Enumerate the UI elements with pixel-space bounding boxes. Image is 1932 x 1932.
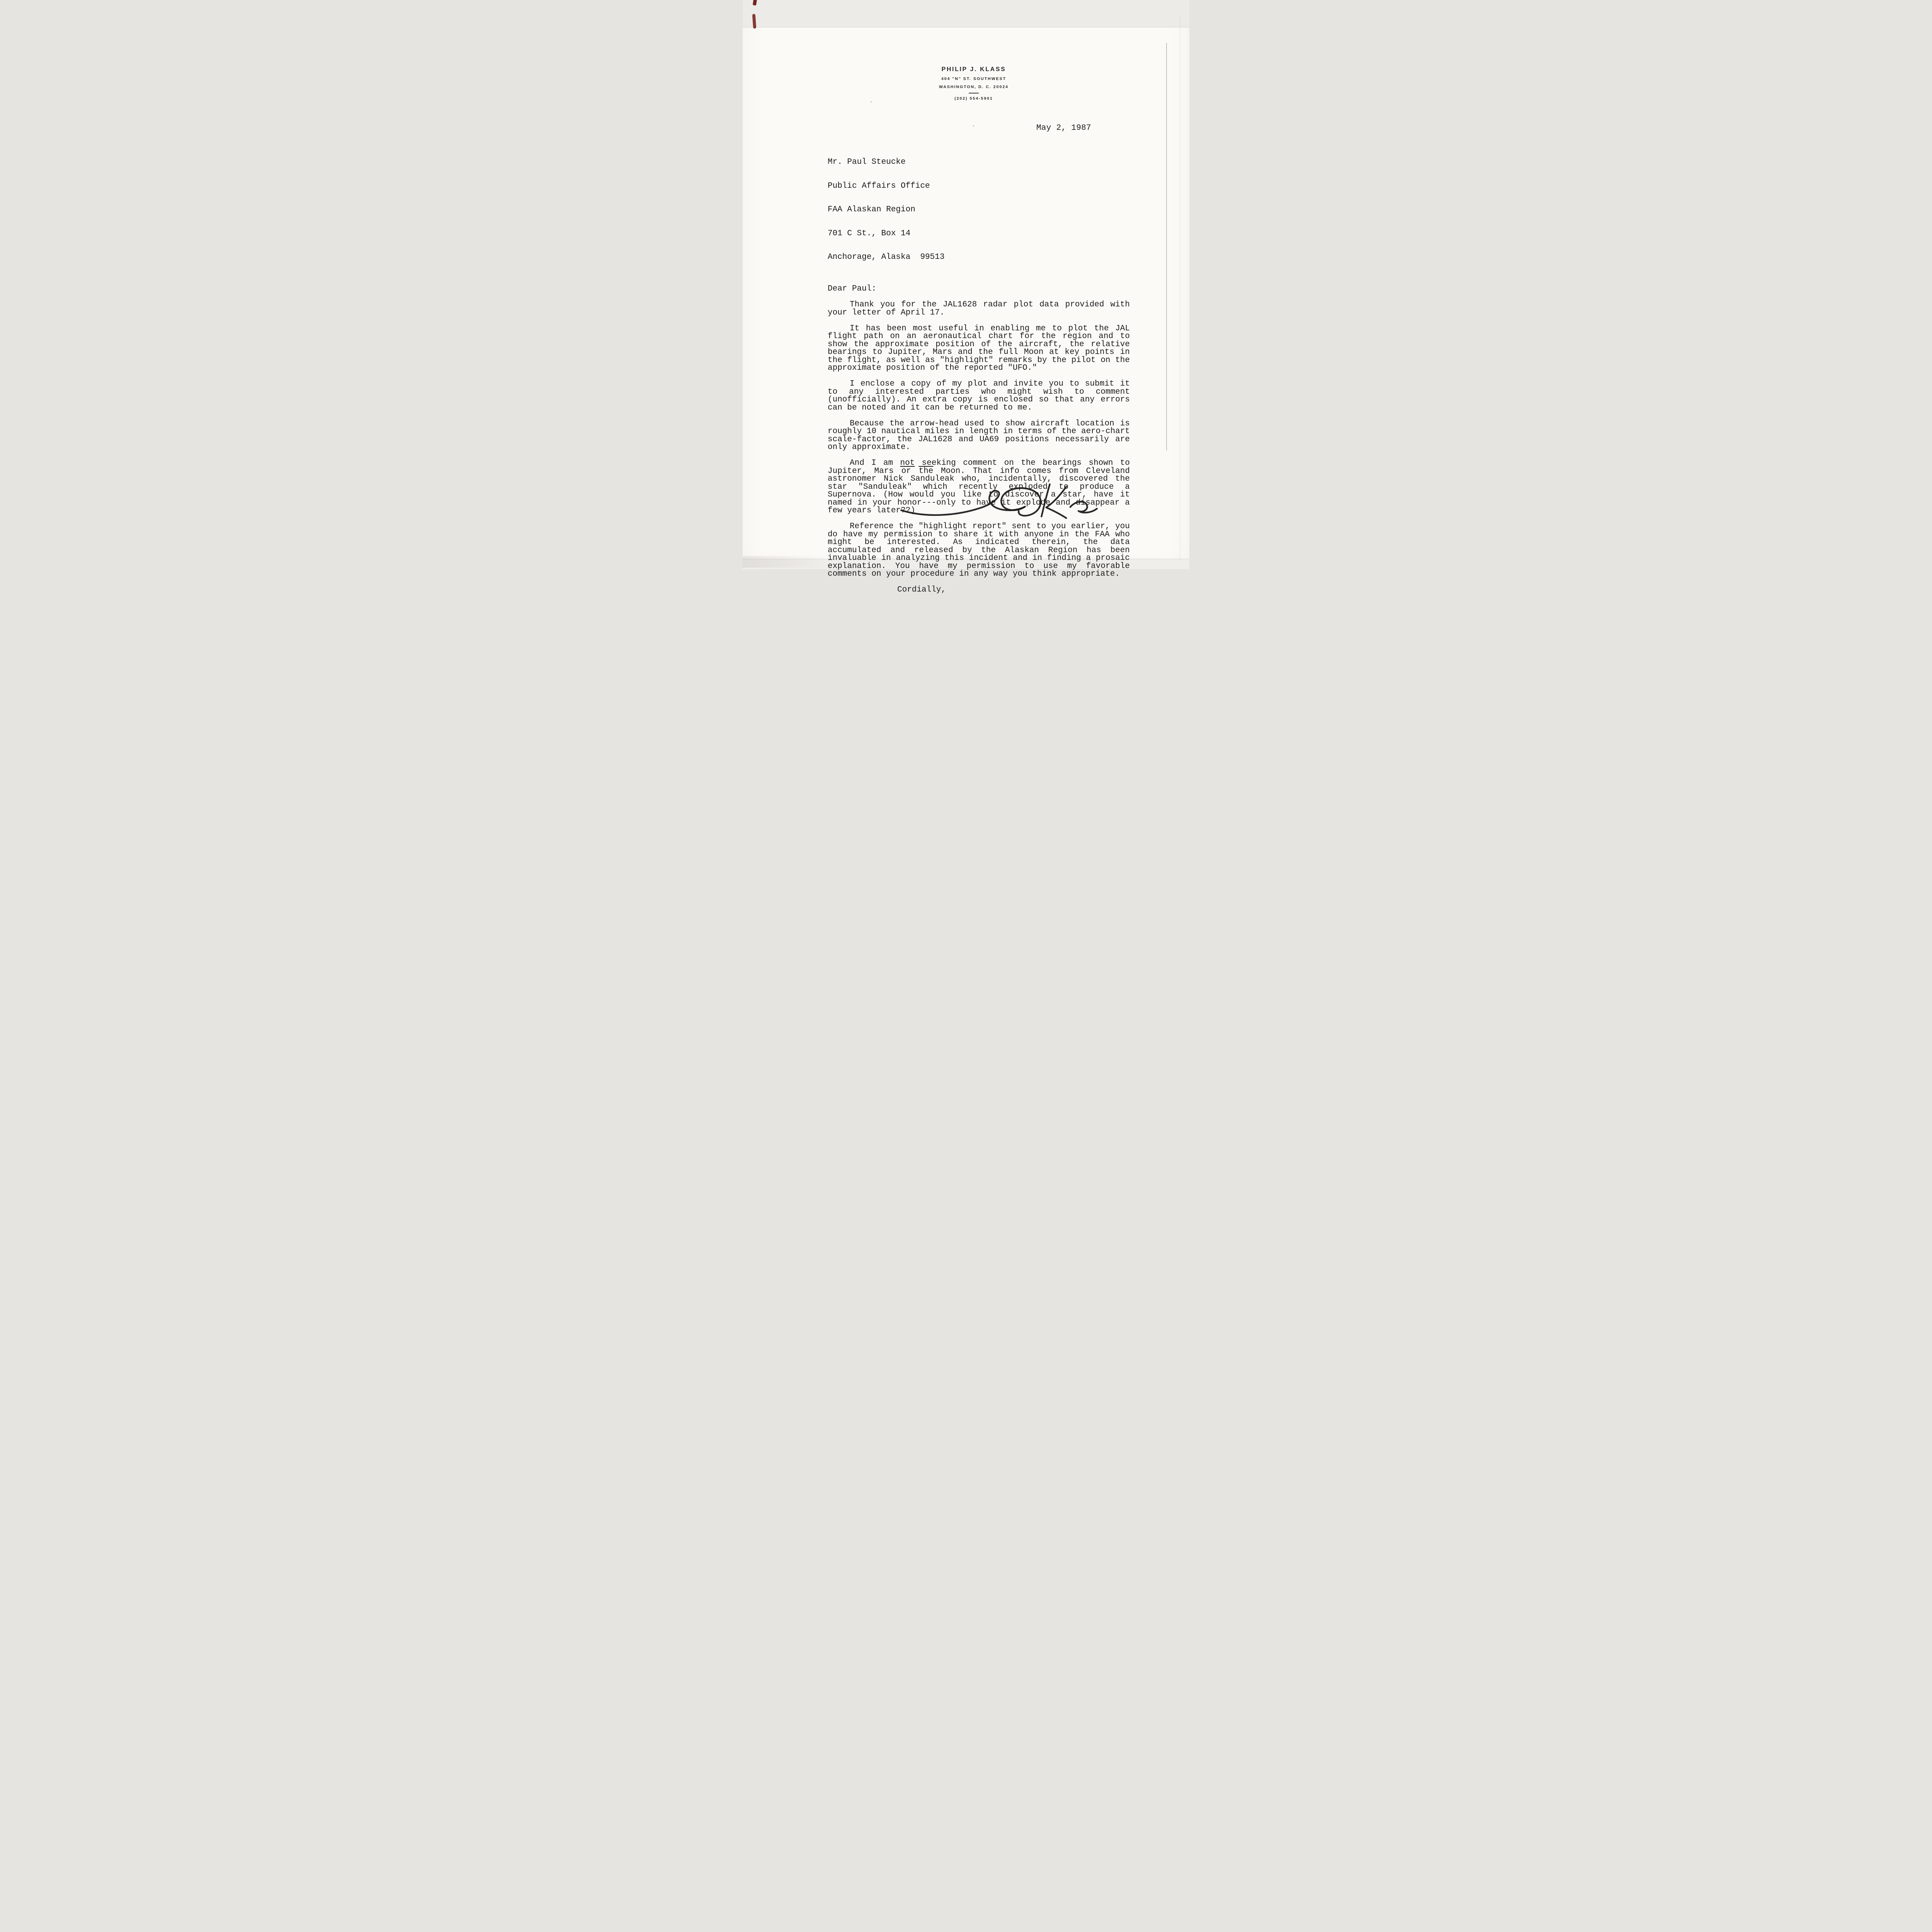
salutation: Dear Paul: — [828, 284, 877, 293]
paragraph-1: Thank you for the JAL1628 radar plot data provided with your letter of April 17. — [828, 300, 1130, 317]
letter-date: May 2, 1987 — [1036, 124, 1091, 133]
paragraph-3: I enclose a copy of my plot and invite you to submit it to any interested parties who might wish to comment (unofficially). An extra copy is enclosed so that any errors can be noted and it can be returned to me. — [828, 379, 1130, 412]
closing: Cordially, — [897, 585, 946, 594]
recipient-line: Public Affairs Office — [828, 181, 930, 190]
paragraph-4: Because the arrow-head used to show aircraft location is roughly 10 nautical miles in length in terms of the aero-chart scale-factor, the JAL1628 and UA69 positions necessarily are only approximate. — [828, 419, 1130, 452]
recipient-line: FAA Alaskan Region — [828, 205, 915, 214]
paragraph-5-text: Moon. That info comes from Cleveland astronomer Nick Sanduleak who, incidentally, discovered the star "Sanduleak" which recently exploded to produce a Supernova. (How would you like to discover a star, have it named in your honor---only to have it explode and disappear a few years later??) — [828, 466, 1130, 515]
scan-speck — [871, 101, 872, 102]
letterhead-address-line1: 404 "N" ST. SOUTHWEST — [941, 77, 1007, 81]
scanned-letter-page — [743, 0, 1189, 594]
letterhead-name: PHILIP J. KLASS — [941, 66, 1006, 73]
letterhead — [939, 66, 1009, 101]
underlined-word-not: not — [900, 459, 915, 468]
paragraph-5-text: seeking comment on the bearings shown to Jupiter, Mars or — [828, 459, 1130, 476]
paragraph-6: Reference the "highlight report" sent to you earlier, you do have my permission to share it with anyone in the FAA who might be interested. As indicated therein, the data accumulated and released by the Alaskan Region has been invaluable in analyzing this incident and in finding a prosaic explanation. You have my permission to use my favorable comments on your procedure in any way you think appropriate. — [828, 522, 1130, 578]
overlined-word-the: $\overline{the}$ — [918, 466, 934, 476]
paragraph-5-text: And I am — [850, 459, 900, 468]
letterhead-address-line2: WASHINGTON, D. C. 20024 — [939, 85, 1009, 89]
letter-body — [828, 143, 1130, 594]
scan-fold-line — [1166, 43, 1167, 451]
paragraph-2: It has been most useful in enabling me to plot the JAL flight path on an aeronautical chart for the region and to show the approximate position of the aircraft, the relative bearings to Jupiter, Mars and the full Moon at key points in the flight, as well as "highlight" remarks by the pilot on the approximate position of the reported "UFO." — [828, 324, 1130, 372]
letterhead-phone: (202) 554-5901 — [954, 96, 993, 101]
recipient-line: Mr. Paul Steucke — [828, 158, 906, 167]
scanner-edge-top — [743, 0, 1189, 27]
scan-smudge — [743, 556, 828, 568]
recipient-line: 701 C St., Box 14 — [828, 229, 911, 238]
scan-speck — [973, 125, 974, 126]
signature-image — [899, 480, 1100, 521]
letterhead-divider — [969, 93, 979, 94]
recipient-line: Anchorage, Alaska 99513 — [828, 253, 945, 262]
recipient-address — [828, 143, 1130, 277]
